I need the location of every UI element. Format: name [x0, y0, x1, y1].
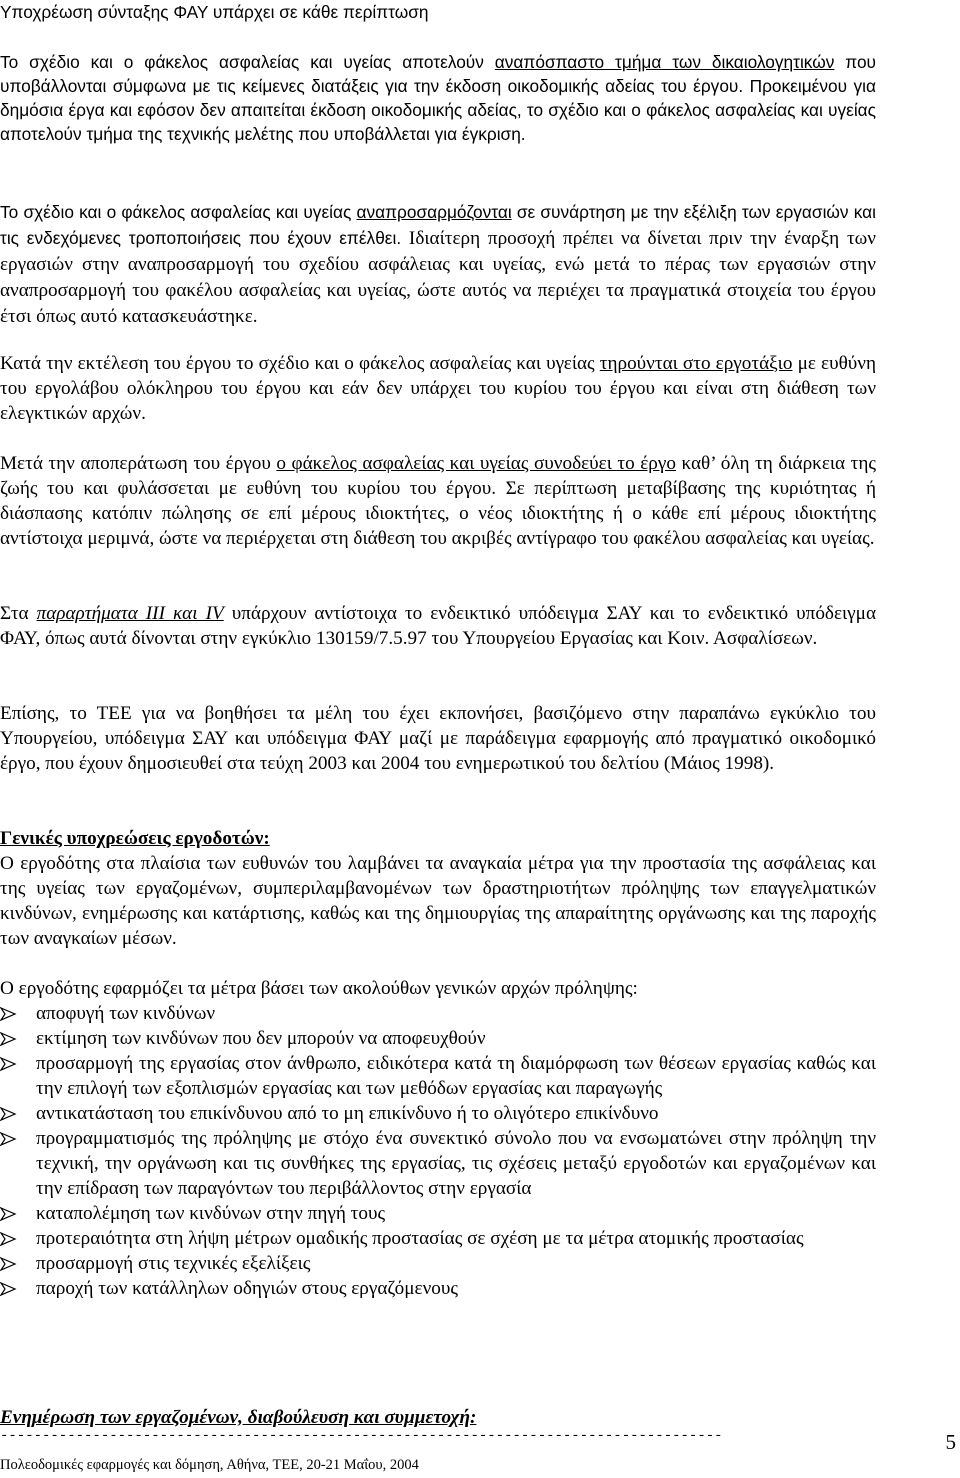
bullet-text: αντικατάσταση του επικίνδυνου από το μη επικίνδυνο ή το ολιγότερο επικίνδυνο — [36, 1103, 659, 1124]
paragraph-2-text — [0, 200, 876, 330]
prevention-bullet-list — [0, 1001, 876, 1301]
arrow-bullet-icon — [0, 1232, 16, 1246]
bullet-item — [0, 1026, 876, 1051]
bullet-text: αποφυγή των κινδύνων — [36, 1003, 216, 1024]
p1-text-a: Το σχέδιο και ο φάκελος ασφαλείας και υγείας αποτελούν — [0, 52, 495, 72]
prevention-intro: Ο εργοδότης εφαρμόζει τα μέτρα βάσει των ακολούθων γενικών αρχών πρόληψης: — [0, 978, 638, 999]
arrow-bullet-icon — [0, 1057, 16, 1071]
paragraph-4-text — [0, 451, 876, 551]
p2-text-b: σε συνάρτηση με την εξέλιξη των εργασιών και τις ενδεχόμενες τροποποιήσεις που έχουν επέλθει. — [0, 202, 876, 248]
page-number: 5 — [945, 1430, 956, 1454]
p5-text-b: υπάρχουν αντίστοιχα το ενδεικτικό υπόδειγμα ΣΑΥ και το ενδεικτικό υπόδειγμα ΦΑΥ, όπως αυτά δίνονται στην εγκύκλιο 130159/7.5.97 του Υπουργείου Εργασίας και Κοιν. Ασφαλίσεων. — [0, 603, 877, 649]
bullet-text: καταπολέμηση των κινδύνων στην πηγή τους — [36, 1203, 386, 1224]
p2-text-a: Το σχέδιο και ο φάκελος ασφαλείας και υγείας — [0, 202, 357, 222]
p3-text-b: με ευθύνη του εργολάβου ολόκληρου του έργου και εάν δεν υπάρχει του κυρίου του έργου και είναι στη διάθεση των ελεγκτικών αρχών. — [0, 353, 876, 424]
arrow-bullet-icon — [0, 1257, 16, 1271]
section-1-heading: Γενικές υποχρεώσεις εργοδοτών: — [0, 828, 270, 849]
arrow-bullet-icon — [0, 1007, 16, 1021]
p1-underlined-text: αναπόσπαστο τμήμα των δικαιολογητικών — [494, 52, 835, 72]
p4-underlined-text: ο φάκελος ασφαλείας και υγείας συνοδεύει το έργο — [276, 453, 676, 474]
p2-text-c: Ιδιαίτερη προσοχή πρέπει να δίνεται πριν την έναρξη των εργασιών στην αναπροσαρμογή του σχεδίου ασφάλειας και υγείας, ενώ μετά το πέρας των εργασιών στην αναπροσαρμογή του φακέλου ασφαλείας και υγείας, ώστε αυτός να περιέχει τα πραγματικά στοιχεία του έργου έτσι όπως αυτό κατασκευάστηκε. — [0, 228, 876, 327]
bullet-item — [0, 1251, 876, 1276]
bullet-text: εκτίμηση των κινδύνων που δεν μπορούν να αποφευχθούν — [36, 1028, 486, 1049]
p1-text-b: που υποβάλλονται σύμφωνα με τις κείμενες διατάξεις για την έκδοση οικοδομικής αδείας του έργου. Προκειμένου για δημόσια έργα και εφόσον δεν απαιτείται έκδοση οικοδομικής αδείας, το σχέδιο και ο φάκελος ασφαλείας και υγείας αποτελούν τμήμα της τεχνικής μελέτης που υποβάλλεται για έγκριση. — [0, 52, 877, 144]
paragraph-2 — [0, 200, 876, 330]
p3-underlined-text: τηρούνται στο εργοτάξιο — [599, 353, 793, 374]
p5-text-a: Στα — [0, 603, 37, 624]
bullet-text: παροχή των κατάλληλων οδηγιών στους εργαζόμενους — [36, 1278, 458, 1299]
p2-underlined-text: αναπροσαρμόζονται — [356, 202, 512, 222]
section-worker-information — [0, 1405, 876, 1430]
paragraph-7-text: Ο εργοδότης στα πλαίσια των ευθυνών του λαμβάνει τα αναγκαία μέτρα για την προστασία της ασφάλειας και της υγείας των εργαζομένων, συμπεριλαμβανομένων των δραστηριοτήτων πρόληψης των επαγγελματικών κινδύνων, ενημέρωσης και κατάρτισης, καθώς και της δημιουργίας της απαραίτητης οργάνωσης και της παροχής των αναγκαίων μέσων. — [0, 853, 876, 949]
bullet-item — [0, 1201, 876, 1226]
p4-text-b: καθ’ όλη τη διάρκεια της ζωής του και φυλάσσεται με ευθύνη του κυρίου του έργου. Σε περίπτωση μεταβίβασης της κυριότητας ή διάσπασης κατόπιν πώλησης σε επί μέρους ιδιοκτήτες, ο νέος ιδιοκτήτης ή ο κάθε επί μέρους ιδιοκτήτης αντίστοιχα μεριμνά, ώστε να περιέρχεται στη διάθεση του ακριβές αντίγραφο του φακέλου ασφαλείας και υγείας. — [0, 453, 876, 549]
section-2-heading: Ενημέρωση των εργαζομένων, διαβούλευση και συμμετοχή: — [0, 1407, 477, 1428]
top-heading-text: Υποχρέωση σύνταξης ΦΑΥ υπάρχει σε κάθε περίπτωση — [0, 2, 429, 22]
bullet-text: προγραμματισμός της πρόληψης με στόχο ένα συνεκτικό σύνολο που να ενσωματώνει στην πρόληψη την τεχνική, την οργάνωση και τις συνθήκες της εργασίας, τις σχέσεις μεταξύ εργοδοτών και εργαζομένων και την επίδραση των παραγόντων του περιβάλλοντος στην εργασία — [36, 1128, 876, 1199]
paragraph-5 — [0, 601, 876, 651]
section-employer-obligations — [0, 826, 876, 951]
bullet-text: προτεραιότητα στη λήψη μέτρων ομαδικής προστασίας σε σχέση με τα μέτρα ατομικής προστασίας — [36, 1228, 804, 1249]
arrow-bullet-icon — [0, 1132, 16, 1146]
bullet-item — [0, 1276, 876, 1301]
footer-rule: -------------------------------------------------------------------------------------- — [0, 1428, 723, 1444]
paragraph-1 — [0, 50, 876, 146]
bullet-text: προσαρμογή της εργασίας στον άνθρωπο, ειδικότερα κατά τη διαμόρφωση των θέσεων εργασίας καθώς και την επιλογή των εξοπλισμών εργασίας και των μεθόδων εργασίας και παραγωγής — [36, 1053, 876, 1099]
paragraph-6-text: Επίσης, το ΤΕΕ για να βοηθήσει τα μέλη του έχει εκπονήσει, βασιζόμενο στην παραπάνω εγκύκλιο του Υπουργείου, υπόδειγμα ΣΑΥ και υπόδειγμα ΦΑΥ μαζί με παράδειγμα εφαρμογής από πραγματικό οικοδομικό έργο, που έχουν δημοσιευθεί στα τεύχη 2003 και 2004 του ενημερωτικού του δελτίου (Μάιος 1998). — [0, 703, 876, 774]
prevention-principles — [0, 976, 876, 1301]
arrow-bullet-icon — [0, 1282, 16, 1296]
bullet-item — [0, 1051, 876, 1101]
p5-appendix-reference: παραρτήματα ΙΙΙ και ΙV — [36, 603, 224, 624]
paragraph-3-text — [0, 351, 876, 426]
bullet-item — [0, 1126, 876, 1201]
arrow-bullet-icon — [0, 1107, 16, 1121]
p3-text-a: Κατά την εκτέλεση του έργου το σχέδιο και ο φάκελος ασφαλείας και υγείας — [0, 353, 600, 374]
paragraph-6 — [0, 701, 876, 776]
bullet-text: προσαρμογή στις τεχνικές εξελίξεις — [36, 1253, 311, 1274]
arrow-bullet-icon — [0, 1207, 16, 1221]
paragraph-1-text — [0, 50, 876, 146]
p4-text-a: Μετά την αποπεράτωση του έργου — [0, 453, 277, 474]
footer-text: Πολεοδομικές εφαρμογές και δόμηση, Αθήνα, ΤΕΕ, 20-21 Μαΐου, 2004 — [0, 1457, 419, 1473]
paragraph-4 — [0, 451, 876, 551]
bullet-item — [0, 1226, 876, 1251]
bullet-item — [0, 1101, 876, 1126]
paragraph-5-text — [0, 601, 876, 651]
paragraph-3 — [0, 351, 876, 426]
top-heading — [0, 0, 876, 24]
arrow-bullet-icon — [0, 1032, 16, 1046]
bullet-item — [0, 1001, 876, 1026]
